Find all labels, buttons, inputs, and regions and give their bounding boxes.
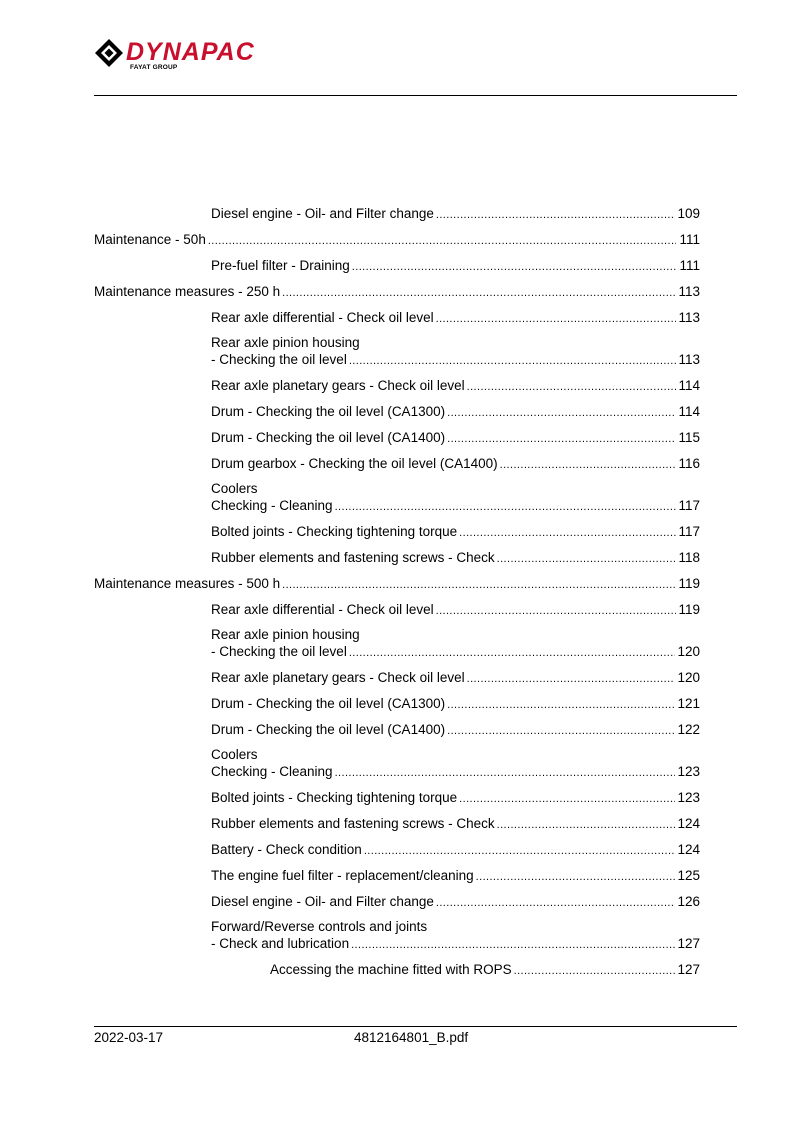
dot-leader [447,404,676,422]
dot-leader [349,352,676,370]
toc-entry[interactable] [211,257,700,275]
toc-entry[interactable] [211,377,700,395]
toc-entry-page: 111 [679,232,700,247]
toc-entry[interactable] [211,695,700,713]
footer-filename: 4812164801_B.pdf [354,1030,469,1045]
toc-entry-page: 119 [678,602,700,617]
toc-entry[interactable] [211,429,700,447]
toc-entry-title: Drum gearbox - Checking the oil level (CA1400) [211,456,498,471]
dot-leader [447,722,675,740]
toc-entry[interactable] [211,789,700,807]
toc-entry-title: Bolted joints - Checking tightening torque [211,790,458,805]
dot-leader [335,498,676,516]
toc-entry-page: 125 [677,868,700,883]
dot-leader [436,310,676,328]
toc-entry-page: 126 [677,894,700,909]
toc-entry-page: 127 [677,962,700,977]
toc-entry-title: Diesel engine - Oil- and Filter change [211,206,434,221]
toc-entry-page: 111 [679,258,700,273]
dot-leader [447,696,675,714]
toc-entry-page: 123 [677,764,700,779]
toc-entry-page: 124 [677,816,700,831]
toc-entry-page: 119 [678,576,700,591]
brand-subtitle: FAYAT GROUP [130,64,178,71]
toc-entry-page: 114 [678,404,700,419]
toc-entry-page: 113 [678,284,700,299]
toc-entry-title-line: Rear axle pinion housing [211,335,360,350]
toc-entry[interactable] [211,747,700,781]
toc-entry-title-line: Rear axle pinion housing [211,627,360,642]
toc-entry-title: Bolted joints - Checking tightening torque [211,524,458,539]
toc-entry[interactable] [211,523,700,541]
dot-leader [436,894,676,912]
toc-entry-title: Drum - Checking the oil level (CA1400) [211,430,446,445]
dot-leader [447,430,676,448]
dot-leader [208,232,676,250]
toc-entry-title-line: Coolers [211,747,258,762]
toc-entry-title: Rear axle planetary gears - Check oil level [211,378,465,393]
toc-entry-page: 113 [678,352,700,367]
toc-entry[interactable] [211,867,700,885]
header-divider [94,95,737,96]
toc-entry-title: Maintenance - 50h [94,232,206,247]
toc-entry-title: Diesel engine - Oil- and Filter change [211,894,434,909]
toc-entry[interactable] [94,575,700,593]
toc-entry[interactable] [211,549,700,567]
dot-leader [467,670,676,688]
dot-leader [352,258,676,276]
dynapac-logo-icon [94,38,124,68]
toc-entry-page: 118 [678,550,700,565]
toc-entry-title: Rear axle differential - Check oil level [211,602,434,617]
toc-entry-page: 122 [677,722,700,737]
toc-entry-title: Checking - Cleaning [211,498,333,513]
toc-entry-title: Rubber elements and fastening screws - Check [211,816,495,831]
toc-entry[interactable] [211,841,700,859]
toc-entry-page: 115 [678,430,700,445]
toc-entry-title: Rubber elements and fastening screws - Check [211,550,495,565]
toc-entry[interactable] [94,231,700,249]
toc-entry-title: Battery - Check condition [211,842,362,857]
dot-leader [436,602,676,620]
toc-entry[interactable] [211,455,700,473]
toc-entry-title: - Checking the oil level [211,352,347,367]
toc-entry-page: 127 [677,936,700,951]
toc-entry[interactable] [211,601,700,619]
brand-name: DYNAPAC [126,38,255,66]
toc-entry-title: Rear axle planetary gears - Check oil level [211,670,465,685]
dot-leader [282,576,676,594]
toc-entry-title: Checking - Cleaning [211,764,333,779]
toc-entry-title: Pre-fuel filter - Draining [211,258,350,273]
dot-leader [467,378,676,396]
dot-leader [335,764,676,782]
toc-entry-title: Drum - Checking the oil level (CA1300) [211,404,446,419]
toc-entry-title: Rear axle differential - Check oil level [211,310,434,325]
footer-divider [94,1026,737,1027]
dot-leader [282,284,676,302]
toc-entry[interactable] [211,721,700,739]
toc-entry-page: 116 [678,456,700,471]
toc-entry[interactable] [211,893,700,911]
toc-entry[interactable] [211,403,700,421]
toc-entry-title: Accessing the machine fitted with ROPS [270,962,512,977]
toc-entry-title: Drum - Checking the oil level (CA1300) [211,696,446,711]
dot-leader [436,206,676,224]
toc-entry-page: 121 [677,696,700,711]
toc-entry-page: 124 [677,842,700,857]
dot-leader [459,790,675,808]
toc-entry-title: Drum - Checking the oil level (CA1400) [211,722,446,737]
dot-leader [364,842,676,860]
toc-entry[interactable] [270,961,700,979]
toc-entry-page: 120 [677,670,700,685]
toc-entry-page: 120 [677,644,700,659]
toc-entry[interactable] [211,815,700,833]
toc-entry-title-line: Forward/Reverse controls and joints [211,919,428,934]
toc-entry[interactable] [211,481,700,515]
toc-entry[interactable] [211,309,700,327]
dot-leader [514,962,676,980]
dot-leader [351,936,675,954]
footer-date: 2022-03-17 [94,1030,164,1045]
dot-leader [497,816,676,834]
dot-leader [459,524,676,542]
toc-entry-page: 113 [678,310,700,325]
toc-entry[interactable] [211,919,700,953]
toc-entry-page: 123 [677,790,700,805]
toc-entry-title: - Checking the oil level [211,644,347,659]
header-logo [94,38,374,78]
dot-leader [500,456,676,474]
toc-entry-page: 117 [678,498,700,513]
toc-entry[interactable] [211,669,700,687]
dot-leader [349,644,676,662]
toc-entry-title: The engine fuel filter - replacement/cleaning [211,868,474,883]
toc-entry[interactable] [211,627,700,661]
toc-entry-page: 114 [678,378,700,393]
toc-entry-page: 117 [678,524,700,539]
toc-entry-title: Maintenance measures - 500 h [94,576,281,591]
toc-entry[interactable] [211,205,700,223]
toc-entry-title: - Check and lubrication [211,936,350,951]
toc-entry-title: Maintenance measures - 250 h [94,284,281,299]
toc-entry[interactable] [94,283,700,301]
toc-entry-page: 109 [677,206,700,221]
dot-leader [476,868,676,886]
dot-leader [497,550,676,568]
toc-entry-title-line: Coolers [211,481,258,496]
toc-entry[interactable] [211,335,700,369]
